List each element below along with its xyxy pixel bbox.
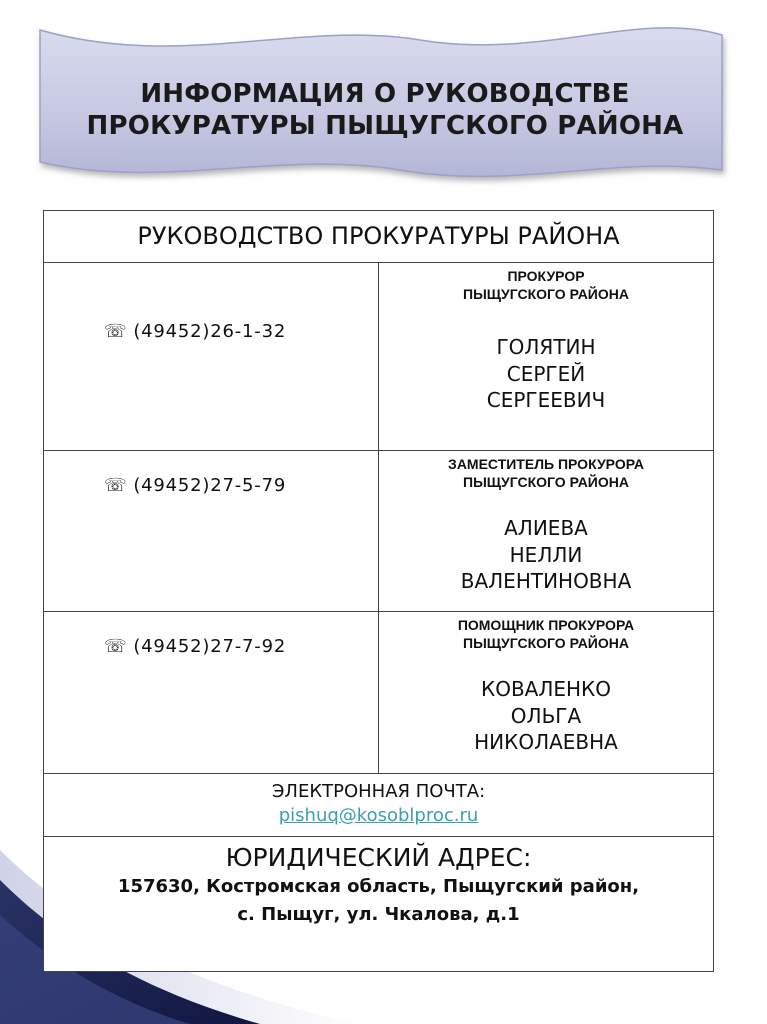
person-name — [379, 676, 713, 756]
address-line-1: 157630, Костромская область, Пыщугский район, — [117, 876, 640, 897]
first-name: ОЛЬГА — [510, 703, 582, 728]
phone-cell — [44, 263, 379, 450]
first-name: НЕЛЛИ — [509, 542, 583, 567]
table-row — [44, 612, 713, 774]
phone-text: (49452)27-5-79 — [133, 475, 287, 496]
address-title: ЮРИДИЧЕСКИЙ АДРЕС: — [225, 843, 532, 872]
position-line-1: ЗАМЕСТИТЕЛЬ ПРОКУРОРА — [448, 456, 644, 472]
table-row — [44, 451, 713, 612]
phone-number[interactable] — [104, 475, 286, 496]
phone-cell — [44, 451, 379, 611]
position-title — [379, 267, 713, 303]
phone-cell — [44, 612, 379, 773]
person-cell — [379, 263, 713, 450]
address-row — [44, 837, 713, 971]
position-line-2: ПЫЩУГСКОГО РАЙОНА — [463, 635, 629, 651]
surname: АЛИЕВА — [504, 516, 588, 540]
address-text — [44, 873, 713, 929]
title-line-1: ИНФОРМАЦИЯ О РУКОВОДСТВЕ — [140, 79, 630, 109]
phone-text: (49452)26-1-32 — [133, 321, 287, 342]
table-header-row — [44, 211, 713, 263]
person-name — [379, 515, 713, 595]
person-name — [379, 334, 713, 414]
patronymic: ВАЛЕНТИНОВНА — [460, 569, 632, 593]
position-title — [379, 455, 713, 491]
surname: ГОЛЯТИН — [496, 335, 596, 359]
email-link[interactable]: pishuq@kosoblproc.ru — [278, 805, 479, 826]
patronymic: СЕРГЕЕВИЧ — [486, 388, 606, 412]
phone-number[interactable] — [104, 321, 286, 342]
patronymic: НИКОЛАЕВНА — [474, 730, 618, 754]
leadership-table — [43, 210, 714, 972]
page-title — [40, 78, 730, 142]
table-header: РУКОВОДСТВО ПРОКУРАТУРЫ РАЙОНА — [137, 222, 620, 250]
phone-text: (49452)27-7-92 — [133, 636, 287, 657]
telephone-icon: ☏ — [104, 321, 128, 342]
telephone-icon: ☏ — [104, 636, 128, 657]
email-row — [44, 774, 713, 837]
telephone-icon: ☏ — [104, 475, 128, 496]
address-line-2: с. Пыщуг, ул. Чкалова, д.1 — [237, 904, 520, 925]
title-line-2: ПРОКУРАТУРЫ ПЫЩУГСКОГО РАЙОНА — [86, 111, 684, 141]
surname: КОВАЛЕНКО — [481, 677, 611, 701]
position-line-1: ПОМОЩНИК ПРОКУРОРА — [457, 617, 635, 633]
position-line-1: ПРОКУРОР — [507, 268, 585, 284]
position-line-2: ПЫЩУГСКОГО РАЙОНА — [463, 286, 629, 302]
email-label: ЭЛЕКТРОННАЯ ПОЧТА: — [271, 781, 486, 802]
position-line-2: ПЫЩУГСКОГО РАЙОНА — [463, 474, 629, 490]
person-cell — [379, 451, 713, 611]
first-name: СЕРГЕЙ — [506, 361, 586, 386]
phone-number[interactable] — [104, 636, 286, 657]
table-row — [44, 263, 713, 451]
email-block — [44, 774, 713, 828]
person-cell — [379, 612, 713, 773]
position-title — [379, 616, 713, 652]
